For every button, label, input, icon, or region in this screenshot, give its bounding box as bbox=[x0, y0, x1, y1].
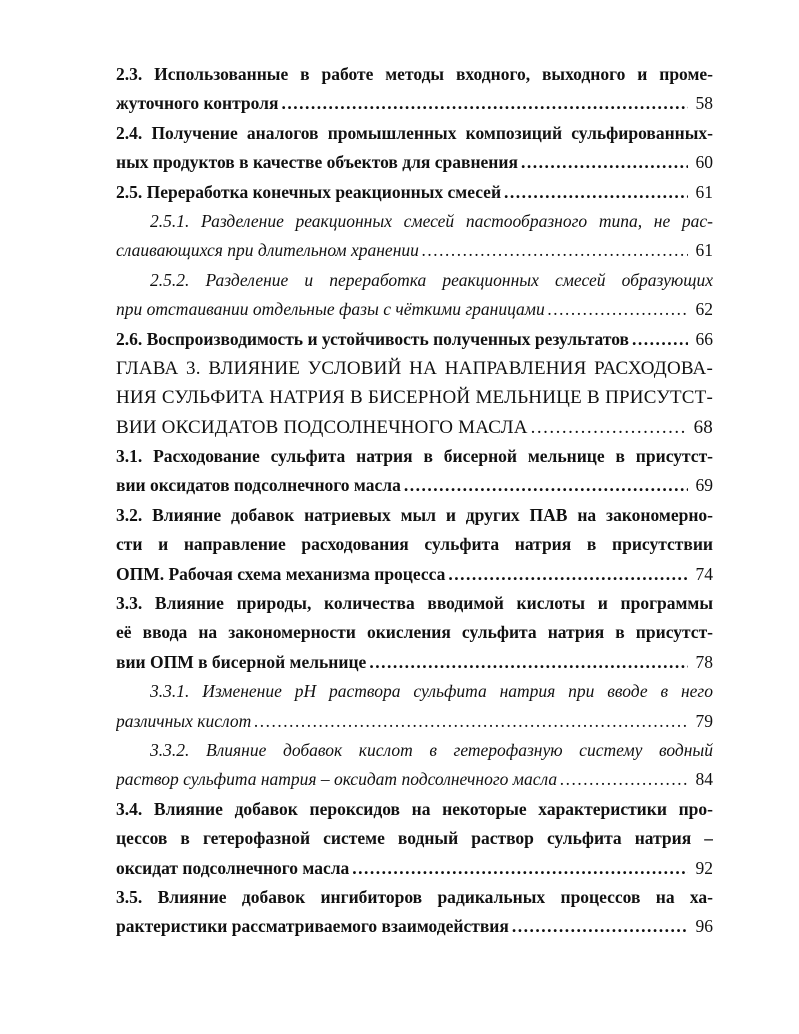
toc-text: жуточного контроля bbox=[116, 93, 279, 114]
toc-line bbox=[116, 295, 713, 324]
toc-line: 3.3. Влияние природы, количества вводимой кислоты и программы bbox=[116, 593, 713, 614]
toc-entry bbox=[116, 178, 713, 207]
toc-text: ных продуктов в качестве объектов для сравнения bbox=[116, 152, 518, 173]
toc-line: 2.4. Получение аналогов промышленных композиций сульфированных- bbox=[116, 122, 713, 143]
page-number: 74 bbox=[695, 563, 713, 584]
toc-line bbox=[116, 765, 713, 794]
toc-text: вии ОПМ в бисерной мельнице bbox=[116, 651, 367, 672]
page-number: 84 bbox=[695, 769, 713, 790]
toc-text: оксидат подсолнечного масла bbox=[116, 857, 350, 878]
toc-text: 2.6. Воспроизводимость и устойчивость полученных результатов bbox=[116, 328, 629, 349]
page-number: 78 bbox=[695, 651, 713, 672]
toc-entry bbox=[116, 736, 713, 795]
toc-line bbox=[116, 413, 713, 442]
toc-line bbox=[116, 471, 713, 500]
toc-entry bbox=[116, 60, 713, 119]
toc-line: 3.1. Расходование сульфита натрия в бисерной мельнице в присутст- bbox=[116, 446, 713, 467]
toc-entry bbox=[116, 883, 713, 942]
toc-line bbox=[116, 648, 713, 677]
dot-leader bbox=[521, 148, 688, 177]
page-number: 79 bbox=[695, 710, 713, 731]
toc-entry bbox=[116, 119, 713, 178]
dot-leader bbox=[504, 178, 688, 207]
toc-line bbox=[116, 325, 713, 354]
toc-line: сти и направление расходования сульфита натрия в присутствии bbox=[116, 534, 713, 555]
toc-text: рактеристики рассматриваемого взаимодействия bbox=[116, 916, 509, 937]
page-number: 62 bbox=[695, 299, 713, 320]
page-number: 61 bbox=[695, 181, 713, 202]
dot-leader bbox=[352, 854, 688, 883]
toc-line bbox=[116, 178, 713, 207]
dot-leader bbox=[632, 325, 688, 354]
dot-leader bbox=[404, 471, 688, 500]
toc-text: раствор сульфита натрия – оксидат подсолнечного масла bbox=[116, 769, 558, 790]
toc-entry bbox=[116, 325, 713, 354]
toc-entry bbox=[116, 207, 713, 266]
toc-entry bbox=[116, 501, 713, 589]
dot-leader bbox=[281, 89, 688, 118]
toc-text: ВИИ ОКСИДАТОВ ПОДСОЛНЕЧНОГО МАСЛА bbox=[116, 416, 528, 438]
table-of-contents bbox=[116, 60, 713, 942]
page-number: 58 bbox=[695, 93, 713, 114]
toc-line bbox=[116, 89, 713, 118]
toc-line: 3.3.1. Изменение pH раствора сульфита натрия при вводе в него bbox=[150, 681, 713, 702]
toc-line: 3.5. Влияние добавок ингибиторов радикальных процессов на ха- bbox=[116, 886, 713, 907]
dot-leader bbox=[254, 707, 688, 736]
toc-text: 2.5. Переработка конечных реакционных смесей bbox=[116, 181, 502, 202]
dot-leader bbox=[422, 236, 688, 265]
page-number: 96 bbox=[695, 916, 713, 937]
toc-line: НИЯ СУЛЬФИТА НАТРИЯ В БИСЕРНОЙ МЕЛЬНИЦЕ В ПРИСУТСТ- bbox=[116, 387, 713, 409]
toc-line: 3.2. Влияние добавок натриевых мыл и других ПАВ на закономерно- bbox=[116, 504, 713, 525]
page-number: 66 bbox=[695, 328, 713, 349]
toc-line: цессов в гетерофазной системе водный раствор сульфита натрия – bbox=[116, 828, 713, 849]
toc-line: 2.5.1. Разделение реакционных смесей пастообразного типа, не рас- bbox=[150, 210, 713, 231]
dot-leader bbox=[448, 560, 688, 589]
toc-line: 2.3. Использованные в работе методы входного, выходного и проме- bbox=[116, 64, 713, 84]
toc-entry bbox=[116, 354, 713, 442]
dot-leader bbox=[548, 295, 688, 324]
toc-line bbox=[116, 854, 713, 883]
toc-line bbox=[116, 560, 713, 589]
dot-leader bbox=[560, 765, 688, 794]
toc-entry bbox=[116, 442, 713, 501]
page-number: 61 bbox=[695, 240, 713, 261]
toc-entry bbox=[116, 589, 713, 677]
dot-leader bbox=[512, 912, 688, 941]
toc-text: ОПМ. Рабочая схема механизма процесса bbox=[116, 563, 446, 584]
toc-entry bbox=[116, 677, 713, 736]
toc-line: её ввода на закономерности окисления сульфита натрия в присутст- bbox=[116, 622, 713, 643]
toc-text: различных кислот bbox=[116, 710, 252, 731]
page-number: 69 bbox=[695, 475, 713, 496]
toc-line: 3.4. Влияние добавок пероксидов на некоторые характеристики про- bbox=[116, 798, 713, 819]
toc-line: ГЛАВА 3. ВЛИЯНИЕ УСЛОВИЙ НА НАПРАВЛЕНИЯ РАСХОДОВА- bbox=[116, 357, 713, 379]
toc-text: вии оксидатов подсолнечного масла bbox=[116, 475, 401, 496]
toc-line bbox=[116, 236, 713, 265]
dot-leader bbox=[531, 413, 688, 442]
toc-line bbox=[116, 707, 713, 736]
toc-line: 2.5.2. Разделение и переработка реакционных смесей образующих bbox=[150, 269, 713, 290]
page-number: 68 bbox=[693, 416, 713, 438]
toc-entry bbox=[116, 266, 713, 325]
page-number: 92 bbox=[695, 857, 713, 878]
toc-line bbox=[116, 912, 713, 941]
toc-text: при отстаивании отдельные фазы с чёткими границами bbox=[116, 299, 545, 320]
toc-text: слаивающихся при длительном хранении bbox=[116, 240, 419, 261]
toc-line bbox=[116, 148, 713, 177]
toc-entry bbox=[116, 795, 713, 883]
toc-line: 3.3.2. Влияние добавок кислот в гетерофазную систему водный bbox=[150, 739, 713, 760]
page-number: 60 bbox=[695, 152, 713, 173]
dot-leader bbox=[369, 648, 688, 677]
